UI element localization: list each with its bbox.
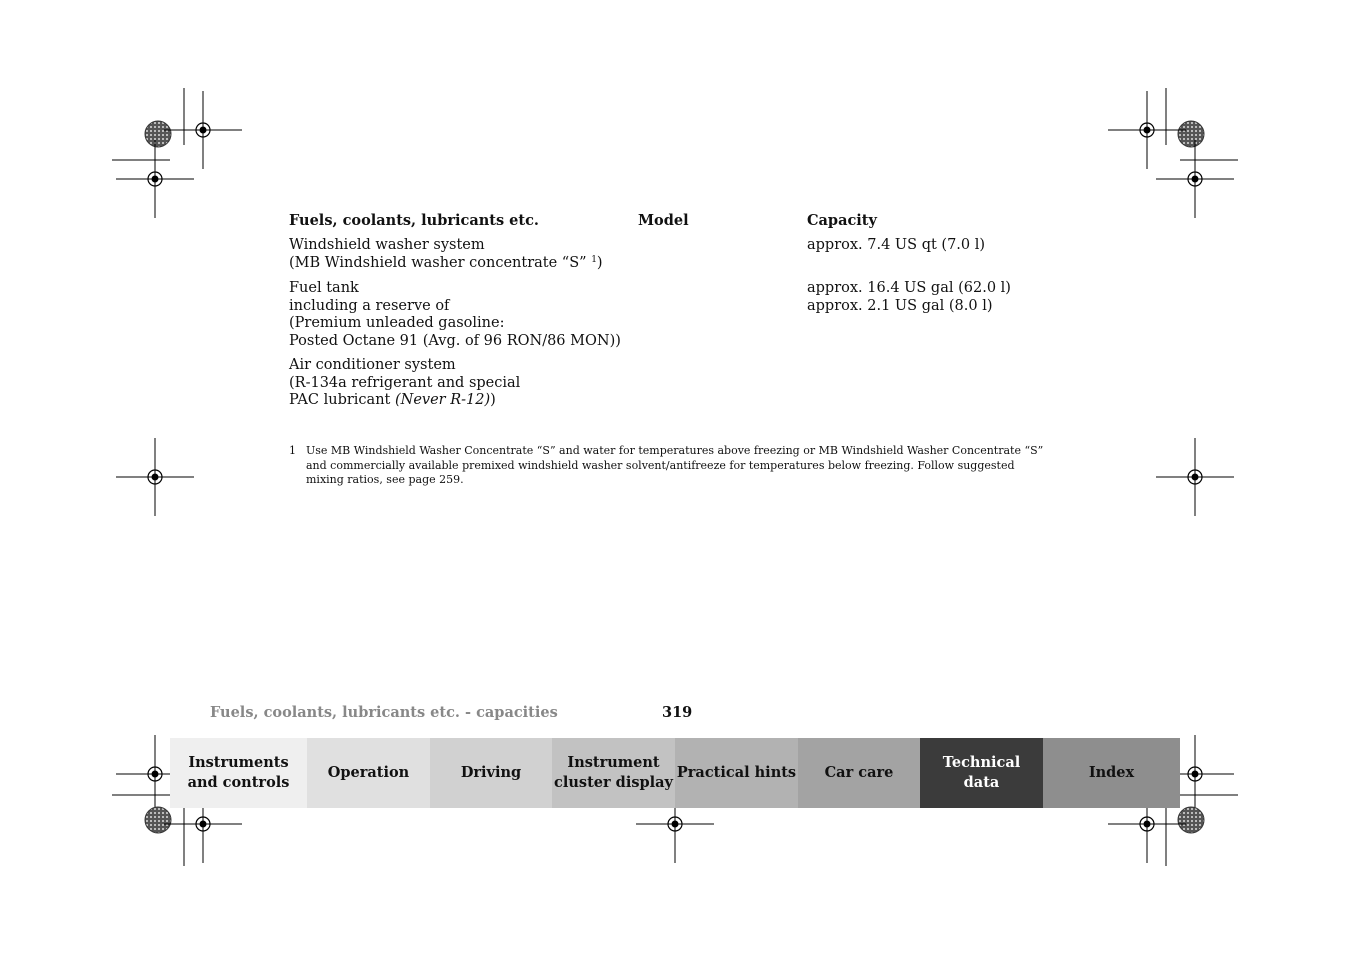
crosshair-icon bbox=[1108, 91, 1186, 169]
tab-practical-hints[interactable]: Practical hints bbox=[675, 738, 798, 808]
tab-instrument-cluster-display[interactable]: Instrument cluster display bbox=[552, 738, 675, 808]
table-header bbox=[289, 212, 1049, 234]
row-capacity: approx. 7.4 US qt (7.0 l) bbox=[807, 237, 986, 253]
crosshair-icon bbox=[1156, 438, 1234, 516]
header-model: Model bbox=[638, 212, 689, 229]
footnote-ref[interactable]: 1 bbox=[591, 254, 597, 265]
row-item: Windshield washer system (MB Windshield washer concentrate “S” $^1$) bbox=[289, 237, 603, 271]
tab-driving[interactable]: Driving bbox=[430, 738, 552, 808]
footnote-text: Use MB Windshield Washer Concentrate “S” and water for temperatures above freezing or MB Windshield Washer Concentrate “S” and commercially available premixed windshield washer solvent/antifreeze for temperatures below freezing. Follow suggested mixing ratios, see page 259. bbox=[306, 444, 1044, 486]
row-capacity: approx. 16.4 US gal (62.0 l) approx. 2.1 US gal (8.0 l) bbox=[807, 280, 1011, 314]
star-target-icon bbox=[1178, 121, 1204, 147]
tab-operation[interactable]: Operation bbox=[307, 738, 430, 808]
star-target-icon bbox=[145, 807, 171, 833]
tab-technical-data[interactable]: Technical data bbox=[920, 738, 1043, 808]
tab-car-care[interactable]: Car care bbox=[798, 738, 920, 808]
section-title: Fuels, coolants, lubricants etc. - capacities bbox=[210, 704, 558, 721]
star-target-icon bbox=[1178, 807, 1204, 833]
table-row bbox=[289, 280, 1049, 354]
tab-instruments-and-controls[interactable]: Instruments and controls bbox=[170, 738, 307, 808]
table-row bbox=[289, 357, 1049, 413]
footnote bbox=[289, 444, 1049, 488]
crosshair-icon bbox=[164, 91, 242, 169]
chapter-nav bbox=[170, 738, 1180, 808]
crosshair-icon bbox=[116, 438, 194, 516]
row-item: Air conditioner system (R-134a refrigerant and special PAC lubricant (Never R-12)) bbox=[289, 357, 521, 408]
header-capacity: Capacity bbox=[807, 212, 877, 229]
star-target-icon bbox=[145, 121, 171, 147]
crosshair-icon bbox=[1156, 140, 1234, 218]
footnote-number: 1 bbox=[289, 444, 296, 457]
table-row bbox=[289, 237, 1049, 277]
crosshair-icon bbox=[116, 140, 194, 218]
header-fuels: Fuels, coolants, lubricants etc. bbox=[289, 212, 539, 229]
tab-index[interactable]: Index bbox=[1043, 738, 1180, 808]
page-number: 319 bbox=[662, 704, 693, 721]
capacities-table bbox=[289, 212, 1049, 413]
row-item: Fuel tank including a reserve of (Premium unleaded gasoline: Posted Octane 91 (Avg. of 96 RON/86 MON)) bbox=[289, 280, 621, 349]
